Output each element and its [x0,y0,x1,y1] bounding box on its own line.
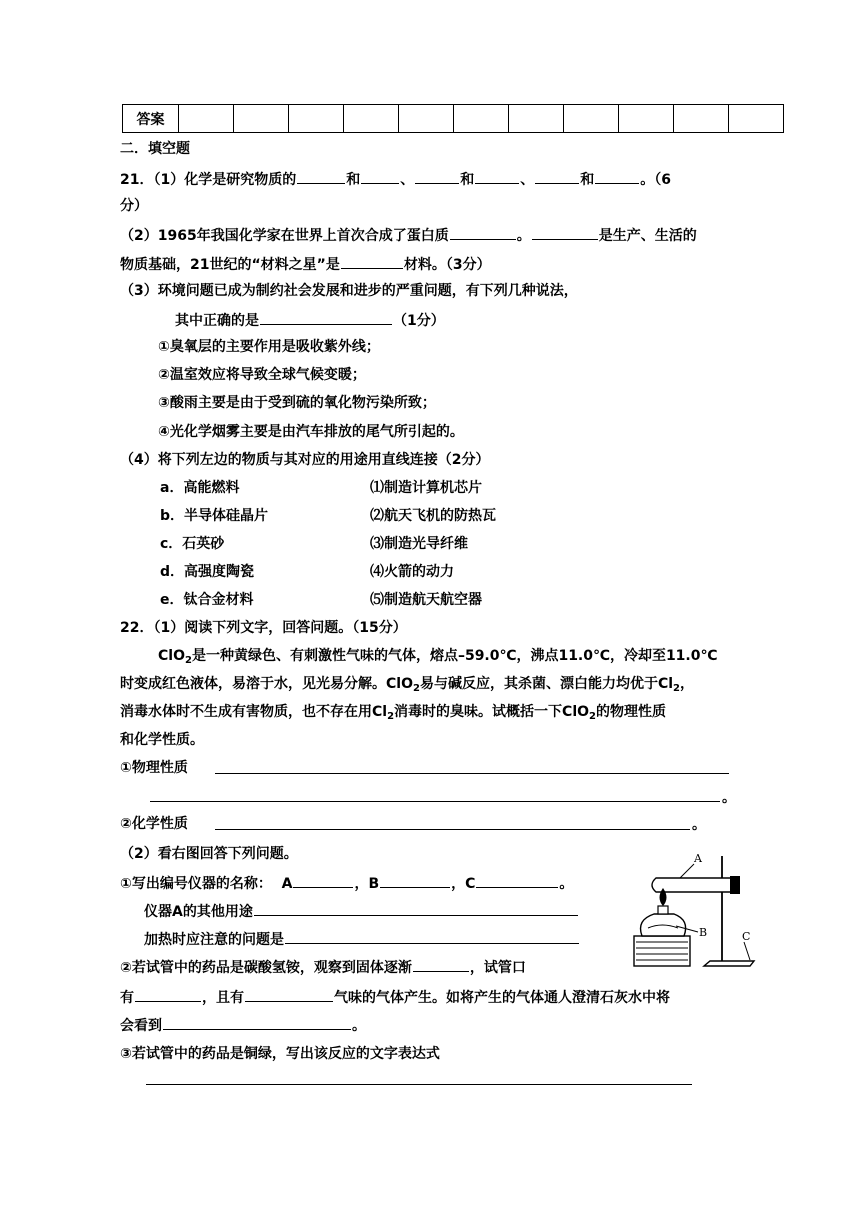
q22-text-line4: 和化学性质。 [120,732,204,748]
use-item[interactable]: ⑵航天飞机的防热瓦 [370,508,496,524]
blank[interactable] [361,168,399,184]
blank[interactable] [297,168,345,184]
q21-line1b: 分） [120,198,148,214]
period: 。 [722,790,736,806]
label-b: B [699,926,708,939]
q22-text-line2: 时变成红色液体，易溶于水，见光易分解。ClO$_2$易与碱反应，其杀菌、漂白能力均优于$Cl_2$， [120,676,694,694]
blank[interactable] [245,986,333,1002]
q22-part2-line1: ①写出编号仪器的名称： A ，B ，C 。 [120,872,573,894]
label-c: C [742,930,751,943]
material-item[interactable]: e．钛合金材料 [160,592,254,608]
blank[interactable] [260,309,392,325]
q21-number: 21． [120,172,154,188]
blank[interactable] [285,928,579,944]
blank[interactable] [450,224,516,240]
q21-part2-line2: 物质基础，21世纪的“材料之星”是 材料。（3分） [120,253,491,275]
chemical-properties-line[interactable] [215,829,690,830]
answer-cell[interactable] [344,105,399,133]
blank[interactable] [341,253,403,269]
q21-line1: 21．（1）化学是研究物质的 和 、 和 、 和 。（6 [120,168,671,190]
equation-answer-line[interactable] [146,1084,692,1085]
answer-label: 答案 [123,105,179,133]
blank[interactable] [163,1014,351,1030]
statement: ①臭氧层的主要作用是吸收紫外线； [158,339,380,355]
material-item[interactable]: b．半导体硅晶片 [160,508,269,524]
period: 。 [692,817,706,833]
apparatus-figure [626,848,766,973]
q22-line1: 22．（1）阅读下列文字，回答问题。（15分） [120,620,407,636]
physical-properties-line1[interactable] [215,773,729,774]
material-item[interactable]: d．高强度陶瓷 [160,564,255,580]
blank[interactable] [254,900,578,916]
use-item[interactable]: ⑸制造航天航空器 [370,592,482,608]
answer-cell[interactable] [564,105,619,133]
blank[interactable] [532,224,598,240]
q21-part2-line1: （2）1965年我国化学家在世界上首次合成了蛋白质 。 是生产、生活的 [120,224,697,246]
answer-cell[interactable] [509,105,564,133]
answer-cell[interactable] [674,105,729,133]
answer-cell[interactable] [289,105,344,133]
use-item[interactable]: ⑴制造计算机芯片 [370,480,482,496]
blank[interactable] [415,168,459,184]
blank[interactable] [413,956,469,972]
material-item[interactable]: c．石英砂 [160,536,225,552]
blank[interactable] [293,872,353,888]
statement: ③酸雨主要是由于受到硫的氧化物污染所致； [158,395,436,411]
statement: ②温室效应将导致全球气候变暖； [158,367,366,383]
physical-properties-line2[interactable] [150,801,720,802]
q21-part3-line1: （3）环境问题已成为制约社会发展和进步的严重问题，有下列几种说法， [120,283,578,299]
use-item[interactable]: ⑶制造光导纤维 [370,536,468,552]
q22-part2-line7: ③若试管中的药品是铜绿，写出该反应的文字表达式 [120,1046,440,1062]
answer-cell[interactable] [729,105,784,133]
blank[interactable] [380,872,450,888]
answer-cell[interactable] [619,105,674,133]
wood-block [634,936,690,966]
test-tube [652,878,738,892]
chemical-properties-label: ②化学性质 [120,816,188,832]
q21-part3-line2: 其中正确的是 （1分） [175,309,445,331]
q22-number: 22． [120,620,154,636]
q22-part2-line5: 有 ，且有 气味的气体产生。如将产生的气体通人澄清石灰水中将 [120,986,670,1008]
blank[interactable] [476,872,558,888]
label-a: A [694,852,702,865]
stand-base [704,961,754,966]
blank[interactable] [475,168,519,184]
q21-part4: （4）将下列左边的物质与其对应的用途用直线连接（2分） [120,452,490,468]
answer-table [122,104,784,133]
answer-cell[interactable] [454,105,509,133]
answer-cell[interactable] [399,105,454,133]
q22-part2-line2: 仪器A的其他用途 [144,900,579,922]
use-item[interactable]: ⑷火箭的动力 [370,564,454,580]
q22-part2: （2）看右图回答下列问题。 [120,846,298,862]
q22-part2-line6: 会看到 。 [120,1014,366,1036]
material-item[interactable]: a．高能燃料 [160,480,240,496]
q22-part2-line4: ②若试管中的药品是碳酸氢铵，观察到固体逐渐 ，试管口 [120,956,526,978]
q22-text-line1: ClO$_2$是一种黄绿色、有刺激性气味的气体，熔点–59.0℃，沸点11.0℃，冷却至11.0℃ [158,648,718,666]
answer-cell[interactable] [234,105,289,133]
q22-text-line3: 消毒水体时不生成有害物质，也不存在用$Cl_2$消毒时的臭味。试概括一下ClO$_2$的物理性质 [120,704,666,722]
blank[interactable] [595,168,639,184]
section-title: 二．填空题 [120,141,190,157]
blank[interactable] [135,986,201,1002]
physical-properties-label: ①物理性质 [120,760,188,776]
q22-part2-line3: 加热时应注意的问题是 [144,928,580,950]
answer-cell[interactable] [179,105,234,133]
statement: ④光化学烟雾主要是由汽车排放的尾气所引起的。 [158,424,464,440]
blank[interactable] [535,168,579,184]
